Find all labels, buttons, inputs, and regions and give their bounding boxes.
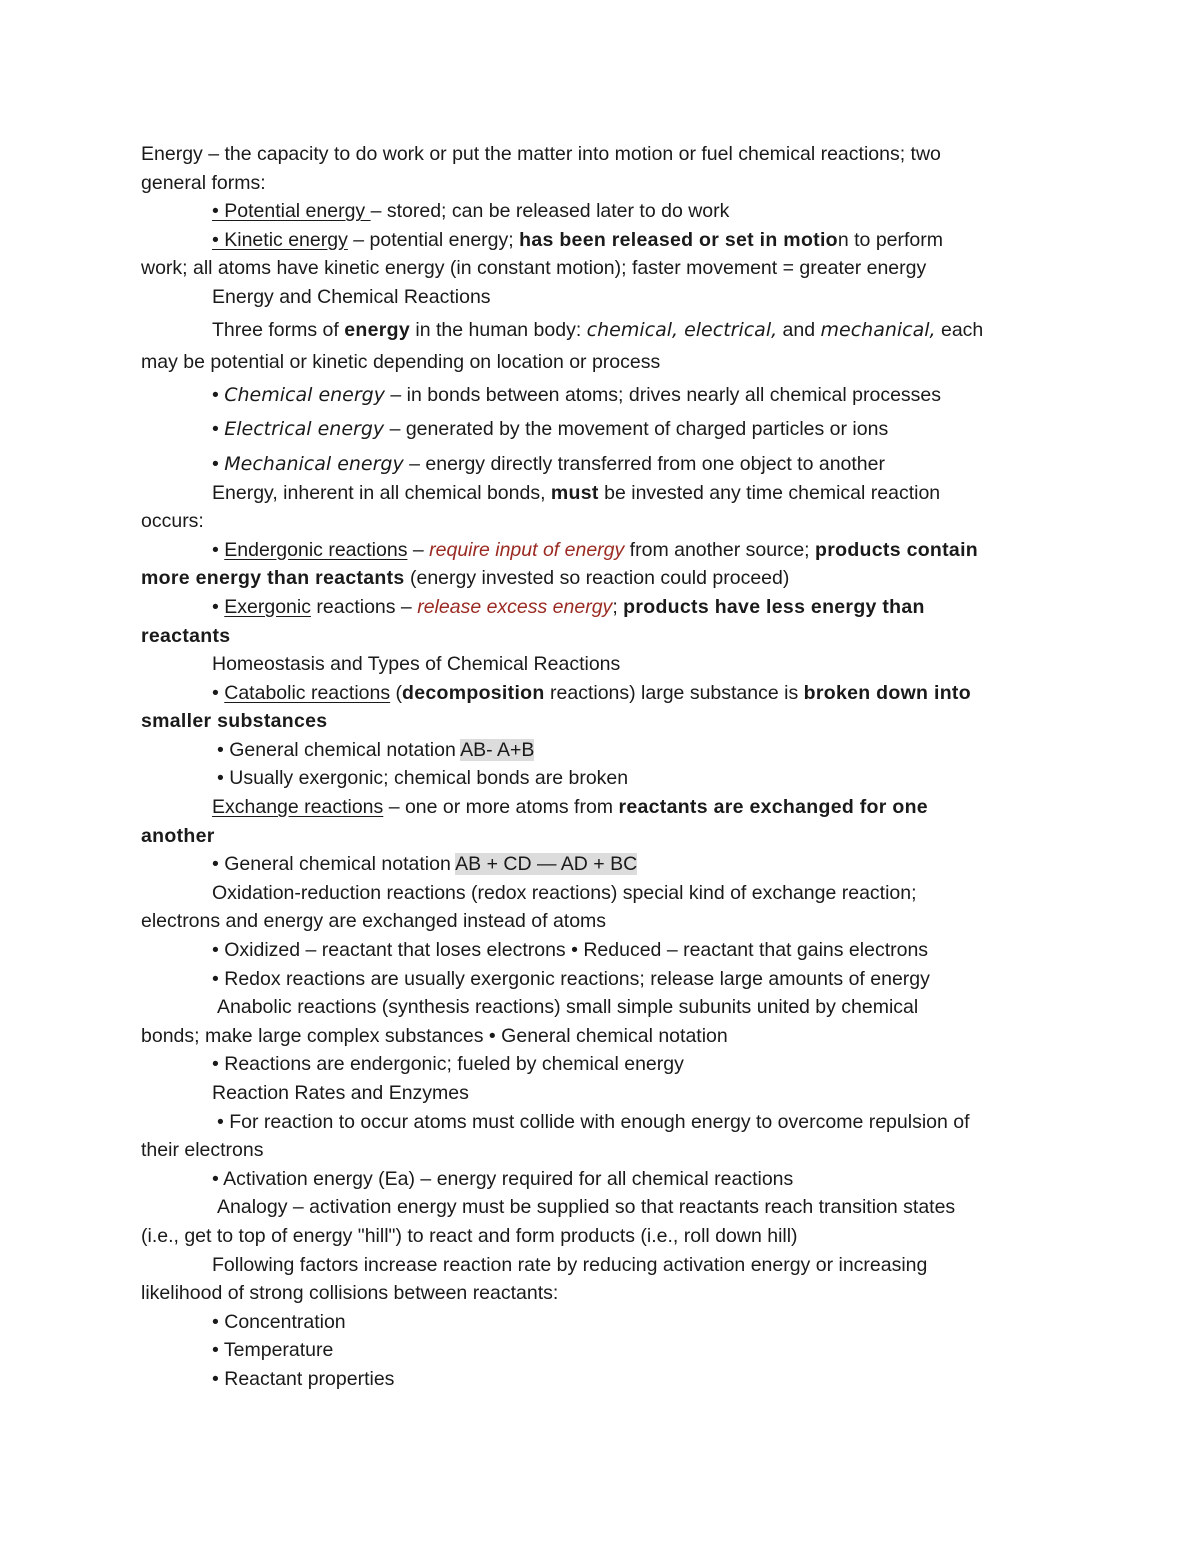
- mechanical-energy-line: • Mechanical energy – energy directly transferred from one object to another: [212, 452, 885, 475]
- endergonic-line-2: more energy than reactants (energy invested so reaction could proceed): [141, 567, 790, 590]
- exergonic-term: Exergonic: [224, 595, 311, 618]
- anabolic-line-1: Anabolic reactions (synthesis reactions) small simple subunits united by chemical: [217, 996, 919, 1019]
- chemical-energy-line: • Chemical energy – in bonds between atoms; drives nearly all chemical processes: [212, 383, 942, 406]
- redox-exergonic-line: • Redox reactions are usually exergonic reactions; release large amounts of energy: [212, 967, 930, 990]
- exchange-line: Exchange reactions – one or more atoms from reactants are exchanged for one: [212, 796, 928, 819]
- exchange-term: Exchange reactions: [212, 796, 384, 819]
- catabolic-notation-highlight: AB- A+B: [460, 738, 535, 761]
- heading-homeostasis: Homeostasis and Types of Chemical Reactions: [212, 653, 621, 676]
- heading-energy-chemical-reactions: Energy and Chemical Reactions: [212, 285, 491, 308]
- kinetic-energy-line: • Kinetic energy – potential energy; has been released or set in motion to perform: [212, 228, 944, 251]
- catabolic-line: • Catabolic reactions (decomposition reactions) large substance is broken down into: [212, 681, 971, 704]
- factor-temperature: • Temperature: [212, 1339, 334, 1362]
- anabolic-endergonic-line: • Reactions are endergonic; fueled by chemical energy: [212, 1053, 684, 1076]
- document-body: [141, 140, 1061, 1394]
- exchange-line-2: another: [141, 824, 215, 847]
- catabolic-exergonic-line: • Usually exergonic; chemical bonds are broken: [217, 767, 629, 790]
- analogy-line-2: (i.e., get to top of energy "hill") to react and form products (i.e., roll down hill): [141, 1224, 798, 1247]
- kinetic-energy-term: • Kinetic energy: [212, 228, 348, 251]
- redox-line-2: electrons and energy are exchanged instead of atoms: [141, 910, 607, 933]
- energy-definition-line-2: general forms:: [141, 171, 266, 194]
- potential-energy-line: • Potential energy – stored; can be released later to do work: [212, 200, 730, 223]
- potential-energy-term: • Potential energy: [212, 200, 371, 223]
- oxidized-line: • Oxidized – reactant that loses electrons • Reduced – reactant that gains electrons: [212, 939, 929, 962]
- three-forms-line: Three forms of energy in the human body: chemical, electrical, and mechanical, each: [212, 318, 984, 341]
- factor-reactant-properties: • Reactant properties: [212, 1367, 395, 1390]
- factor-concentration: • Concentration: [212, 1310, 346, 1333]
- exchange-notation-highlight: AB + CD — AD + BC: [455, 853, 638, 876]
- factors-line-1: Following factors increase reaction rate by reducing activation energy or increasing: [212, 1253, 928, 1276]
- endergonic-line: • Endergonic reactions – require input of energy from another source; products contain: [212, 538, 979, 561]
- redox-line-1: Oxidation-reduction reactions (redox reactions) special kind of exchange reaction;: [212, 881, 917, 904]
- endergonic-term: Endergonic reactions: [224, 538, 408, 561]
- catabolic-notation-line: • General chemical notation AB- A+B: [217, 738, 535, 761]
- inherent-energy-line-2: occurs:: [141, 510, 204, 533]
- analogy-line-1: Analogy – activation energy must be supplied so that reactants reach transition states: [217, 1196, 956, 1219]
- inherent-energy-line: Energy, inherent in all chemical bonds, must be invested any time chemical reaction: [212, 481, 941, 504]
- collide-line-2: their electrons: [141, 1139, 264, 1162]
- collide-line-1: • For reaction to occur atoms must collide with enough energy to overcome repulsion of: [217, 1110, 970, 1133]
- anabolic-line-2: bonds; make large complex substances • General chemical notation: [141, 1024, 728, 1047]
- three-forms-line-2: may be potential or kinetic depending on location or process: [141, 351, 661, 374]
- heading-reaction-rates: Reaction Rates and Enzymes: [212, 1082, 469, 1104]
- electrical-energy-line: • Electrical energy – generated by the movement of charged particles or ions: [212, 418, 889, 441]
- exchange-notation-line: • General chemical notation AB + CD — AD + BC: [212, 853, 638, 876]
- catabolic-term: Catabolic reactions: [224, 681, 391, 704]
- exergonic-line: • Exergonic reactions – release excess energy; products have less energy than: [212, 595, 925, 618]
- factors-line-2: likelihood of strong collisions between reactants:: [141, 1282, 559, 1305]
- kinetic-energy-line-2: work; all atoms have kinetic energy (in constant motion); faster movement = greater energy: [141, 257, 927, 280]
- catabolic-line-2: smaller substances: [141, 710, 328, 733]
- energy-definition-line-1: Energy – the capacity to do work or put the matter into motion or fuel chemical reactions; two: [141, 143, 941, 165]
- exergonic-line-2: reactants: [141, 624, 231, 647]
- activation-energy-line: • Activation energy (Ea) – energy required for all chemical reactions: [212, 1167, 794, 1190]
